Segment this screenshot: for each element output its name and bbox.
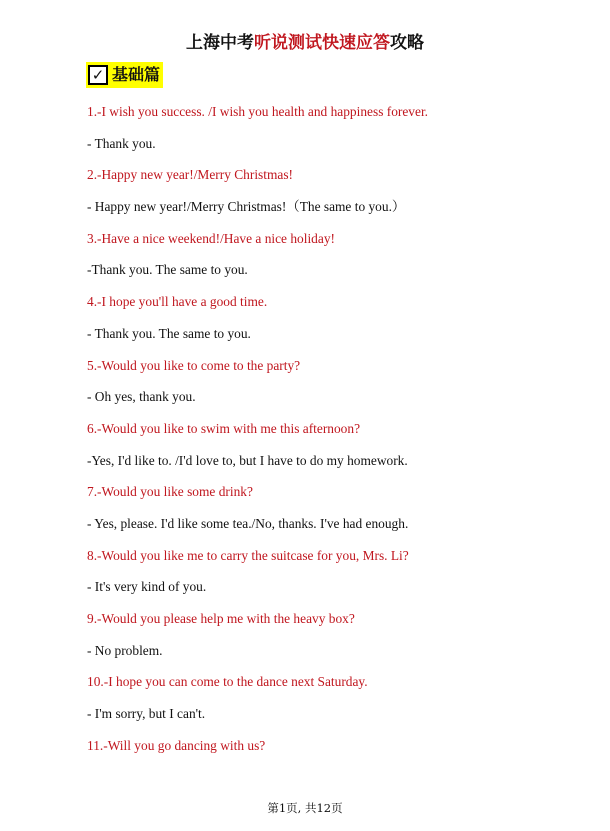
response-line: - I'm sorry, but I can't. <box>87 706 206 722</box>
title-part-3: 攻略 <box>390 33 424 53</box>
response-line: - Yes, please. I'd like some tea./No, thanks. I've had enough. <box>87 515 409 531</box>
prompt-line: 5.-Would you like to come to the party? <box>87 357 301 373</box>
response-line: - No problem. <box>87 642 163 658</box>
section-heading <box>86 62 163 88</box>
check-icon: ✓ <box>88 65 108 85</box>
response-line: -Thank you. The same to you. <box>87 262 248 278</box>
prompt-line: 8.-Would you like me to carry the suitcase for you, Mrs. Li? <box>87 547 409 563</box>
response-line: - It's very kind of you. <box>87 579 207 595</box>
title-part-1: 上海中考 <box>186 33 254 53</box>
response-line: - Thank you. <box>87 135 156 151</box>
response-line: - Thank you. The same to you. <box>87 325 251 341</box>
prompt-line: 7.-Would you like some drink? <box>87 484 253 500</box>
page-number: 第1页, 共12页 <box>267 801 343 815</box>
response-line: - Happy new year!/Merry Christmas!（The same to you.） <box>87 199 406 215</box>
response-line: - Oh yes, thank you. <box>87 389 196 405</box>
response-line: -Yes, I'd like to. /I'd love to, but I have to do my homework. <box>87 452 408 468</box>
prompt-line: 3.-Have a nice weekend!/Have a nice holiday! <box>87 230 335 246</box>
page-title <box>0 32 610 54</box>
prompt-line: 2.-Happy new year!/Merry Christmas! <box>87 167 294 183</box>
prompt-line: 1.-I wish you success. /I wish you health and happiness forever. <box>87 104 429 119</box>
prompt-line: 4.-I hope you'll have a good time. <box>87 294 268 310</box>
prompt-line: 10.-I hope you can come to the dance next Saturday. <box>87 674 368 690</box>
dialogue-list <box>87 102 587 767</box>
title-part-2-highlight: 听说测试快速应答 <box>254 33 390 53</box>
section-label: 基础篇 <box>112 65 161 84</box>
prompt-line: 6.-Would you like to swim with me this afternoon? <box>87 420 361 436</box>
prompt-line: 9.-Would you please help me with the heavy box? <box>87 611 355 626</box>
prompt-line: 11.-Will you go dancing with us? <box>87 737 266 753</box>
